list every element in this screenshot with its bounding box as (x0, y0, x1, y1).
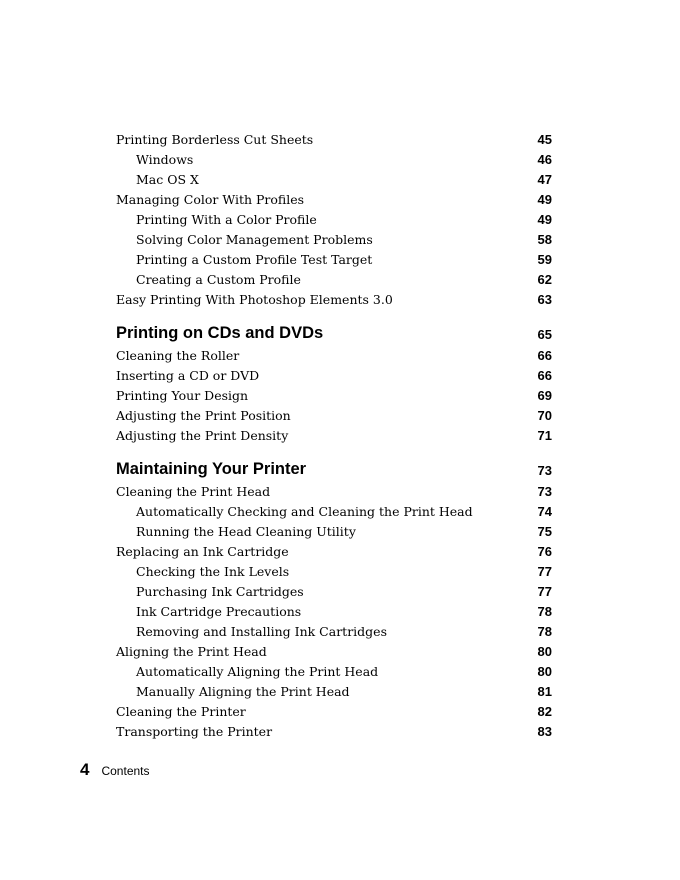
toc-entry-title: Adjusting the Print Position (116, 408, 291, 423)
toc-subentry[interactable] (116, 150, 552, 170)
toc-entry[interactable] (116, 366, 552, 386)
table-of-contents (116, 130, 552, 742)
toc-entry-title: Cleaning the Print Head (116, 484, 271, 499)
toc-entry[interactable] (116, 702, 552, 722)
toc-entry-page: 80 (537, 644, 552, 659)
toc-entry-title: Aligning the Print Head (116, 644, 267, 659)
toc-entry-title: Ink Cartridge Precautions (136, 604, 302, 619)
toc-subentry[interactable] (116, 250, 552, 270)
toc-entry-title: Manually Aligning the Print Head (136, 684, 350, 699)
toc-entry-page: 76 (537, 544, 552, 559)
toc-entry-title: Cleaning the Printer (116, 704, 246, 719)
toc-entry-page: 66 (537, 348, 552, 363)
toc-entry-title: Mac OS X (136, 172, 199, 187)
toc-section-page: 65 (537, 327, 552, 342)
toc-entry-title: Adjusting the Print Density (116, 428, 289, 443)
toc-entry-page: 74 (537, 504, 552, 519)
toc-entry-page: 73 (537, 484, 552, 499)
toc-entry-page: 78 (537, 604, 552, 619)
toc-subentry[interactable] (116, 602, 552, 622)
toc-section-title: Printing on CDs and DVDs (116, 324, 324, 342)
toc-subentry[interactable] (116, 582, 552, 602)
toc-entry-page: 66 (537, 368, 552, 383)
toc-entry-page: 83 (537, 724, 552, 739)
toc-entry[interactable] (116, 426, 552, 446)
footer-label: Contents (101, 764, 150, 778)
toc-entry-title: Easy Printing With Photoshop Elements 3.0 (116, 292, 393, 307)
toc-section-title: Maintaining Your Printer (116, 460, 307, 478)
toc-entry-title: Creating a Custom Profile (136, 272, 301, 287)
toc-subentry[interactable] (116, 270, 552, 290)
toc-entry-page: 71 (537, 428, 552, 443)
toc-section-heading[interactable] (116, 452, 552, 486)
toc-entry[interactable] (116, 346, 552, 366)
toc-entry-page: 75 (537, 524, 552, 539)
toc-entry-page: 77 (537, 564, 552, 579)
toc-entry-page: 69 (537, 388, 552, 403)
toc-entry-page: 49 (537, 212, 552, 227)
toc-entry-page: 58 (537, 232, 552, 247)
toc-entry-title: Purchasing Ink Cartridges (136, 584, 304, 599)
toc-subentry[interactable] (116, 622, 552, 642)
toc-subentry[interactable] (116, 522, 552, 542)
toc-subentry[interactable] (116, 562, 552, 582)
toc-entry-title: Printing With a Color Profile (136, 212, 317, 227)
toc-entry-page: 45 (537, 132, 552, 147)
toc-entry-title: Checking the Ink Levels (136, 564, 290, 579)
toc-entry-page: 77 (537, 584, 552, 599)
toc-entry-title: Printing a Custom Profile Test Target (136, 252, 373, 267)
toc-entry-title: Managing Color With Profiles (116, 192, 305, 207)
toc-entry[interactable] (116, 386, 552, 406)
toc-section-heading[interactable] (116, 316, 552, 350)
toc-entry[interactable] (116, 722, 552, 742)
toc-entry[interactable] (116, 542, 552, 562)
toc-entry-title: Replacing an Ink Cartridge (116, 544, 289, 559)
toc-entry-page: 78 (537, 624, 552, 639)
toc-entry-title: Automatically Aligning the Print Head (136, 664, 379, 679)
toc-entry[interactable] (116, 190, 552, 210)
toc-entry-title: Running the Head Cleaning Utility (136, 524, 356, 539)
toc-entry-title: Printing Your Design (116, 388, 249, 403)
toc-subentry[interactable] (116, 502, 552, 522)
toc-entry[interactable] (116, 482, 552, 502)
toc-entry-title: Printing Borderless Cut Sheets (116, 132, 314, 147)
toc-entry-title: Removing and Installing Ink Cartridges (136, 624, 387, 639)
toc-entry[interactable] (116, 130, 552, 150)
toc-entry-page: 70 (537, 408, 552, 423)
toc-entry[interactable] (116, 406, 552, 426)
toc-entry-title: Windows (136, 152, 194, 167)
toc-entry-page: 62 (537, 272, 552, 287)
page-footer (80, 760, 150, 780)
toc-subentry[interactable] (116, 682, 552, 702)
toc-entry-page: 82 (537, 704, 552, 719)
toc-subentry[interactable] (116, 662, 552, 682)
toc-entry-title: Transporting the Printer (116, 724, 273, 739)
toc-entry-page: 46 (537, 152, 552, 167)
toc-entry-page: 80 (537, 664, 552, 679)
toc-subentry[interactable] (116, 210, 552, 230)
toc-entry-title: Inserting a CD or DVD (116, 368, 260, 383)
toc-entry-page: 59 (537, 252, 552, 267)
toc-entry-title: Cleaning the Roller (116, 348, 240, 363)
toc-entry-page: 81 (537, 684, 552, 699)
toc-entry[interactable] (116, 642, 552, 662)
toc-entry[interactable] (116, 290, 552, 310)
toc-section-page: 73 (537, 463, 552, 478)
toc-entry-page: 47 (537, 172, 552, 187)
toc-subentry[interactable] (116, 230, 552, 250)
footer-page-number: 4 (80, 760, 90, 779)
toc-entry-title: Automatically Checking and Cleaning the Print Head (136, 504, 473, 519)
toc-entry-page: 49 (537, 192, 552, 207)
toc-entry-page: 63 (537, 292, 552, 307)
toc-subentry[interactable] (116, 170, 552, 190)
toc-entry-title: Solving Color Management Problems (136, 232, 373, 247)
